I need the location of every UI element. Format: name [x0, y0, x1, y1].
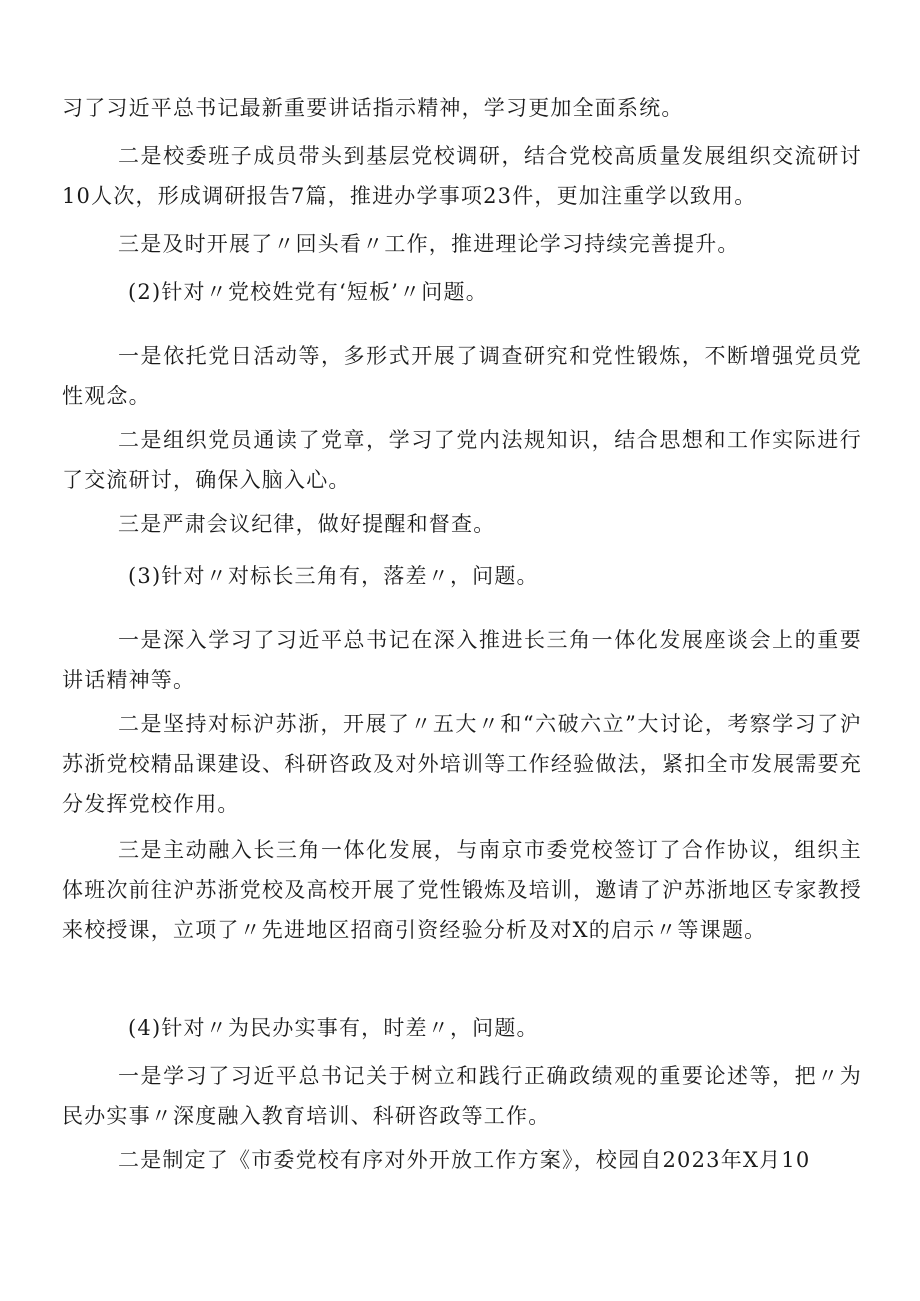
paragraph-benchmark: 二是坚持对标沪苏浙，开展了〃五大〃和“六破六立”大讨论，考察学习了沪苏浙党校精品课建设、科研咨政及对外培训等工作经验做法，紧扣全市发展需要充分发挥党校作用。 — [62, 712, 862, 816]
paragraph-review: 三是及时开展了〃回头看〃工作，推进理论学习持续完善提升。 — [118, 232, 740, 256]
paragraph-research: 二是校委班子成员带头到基层党校调研，结合党校高质量发展组织交流研讨10人次，形成调研报告7篇，推进办学事项23件，更加注重学以致用。 — [62, 144, 862, 208]
paragraph-continuation: 习了习近平总书记最新重要讲话指示精神，学习更加全面系统。 — [62, 96, 684, 120]
paragraph-party-day: 一是依托党日活动等，多形式开展了调查研究和党性锻炼，不断增强党员党性观念。 — [62, 344, 862, 408]
paragraph-integration: 三是主动融入长三角一体化发展，与南京市委党校签订了合作协议，组织主体班次前往沪苏浙党校及高校开展了党性锻炼及培训，邀请了沪苏浙地区专家教授来校授课，立项了〃先进地区招商引资经验分析及对X的启示〃等课题。 — [62, 838, 862, 942]
paragraph-yangtze-study: 一是深入学习了习近平总书记在深入推进长三角一体化发展座谈会上的重要讲话精神等。 — [62, 628, 862, 692]
paragraph-discipline: 三是严肃会议纪律，做好提醒和督查。 — [118, 512, 496, 536]
paragraph-party-rules: 二是组织党员通读了党章，学习了党内法规知识，结合思想和工作实际进行了交流研讨，确保入脑入心。 — [62, 428, 862, 492]
section-heading-2: (2)针对〃党校姓党有‘短板’〃问题。 — [128, 280, 488, 304]
section-heading-3: (3)针对〃对标长三角有，落差〃，问题。 — [128, 564, 539, 588]
paragraph-open-campus: 二是制定了《市委党校有序对外开放工作方案》，校园自2023年X月10 — [118, 1148, 811, 1172]
paragraph-performance-view: 一是学习了习近平总书记关于树立和践行正确政绩观的重要论述等，把〃为民办实事〃深度融入教育培训、科研咨政等工作。 — [62, 1064, 862, 1128]
section-heading-4: (4)针对〃为民办实事有，时差〃，问题。 — [128, 1016, 539, 1040]
